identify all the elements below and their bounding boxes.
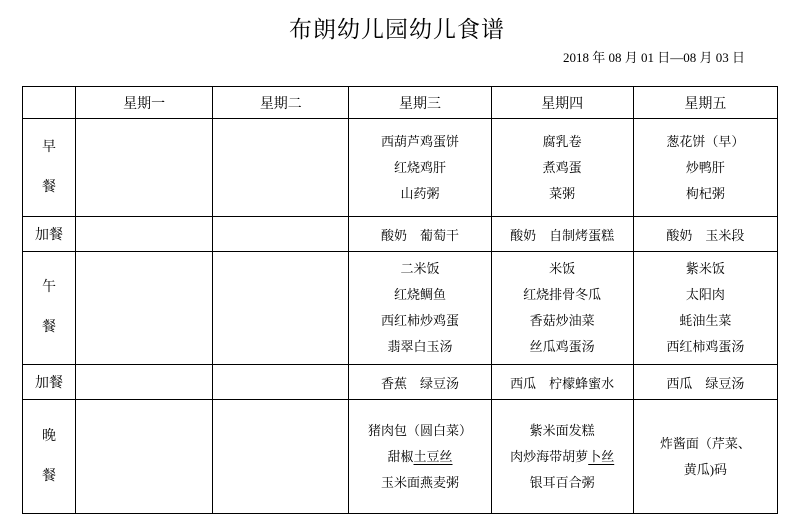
menu-item: 玉米面燕麦粥 [380, 474, 459, 490]
row-label-text: 晚餐 [42, 428, 57, 484]
lunch-row [23, 252, 778, 365]
menu-item-text: 肉炒海带胡萝 [510, 448, 589, 464]
cell-friday-breakfast [633, 119, 777, 217]
row-label-lunch [23, 252, 76, 365]
cell-tuesday-snack1 [213, 217, 349, 252]
menu-item: 山药粥 [400, 185, 440, 201]
cell-friday-dinner [633, 400, 777, 514]
cell-monday-breakfast [76, 119, 213, 217]
cell-thursday-dinner [491, 400, 633, 514]
menu-item: 炒鸭肝 [685, 159, 725, 175]
cell-thursday-snack1: 酸奶 自制烤蛋糕 [491, 217, 633, 252]
menu-table [22, 86, 778, 514]
cell-wednesday-snack2: 香蕉 绿豆汤 [349, 365, 491, 400]
cell-tuesday-breakfast [213, 119, 349, 217]
cell-monday-snack1 [76, 217, 213, 252]
cell-tuesday-lunch [213, 252, 349, 365]
cell-wednesday-snack1: 酸奶 葡萄干 [349, 217, 491, 252]
menu-item: 菜粥 [549, 185, 576, 201]
cell-thursday-lunch [491, 252, 633, 365]
page-title: 布朗幼儿园幼儿食谱 [289, 17, 505, 42]
row-label-text: 加餐 [35, 376, 64, 391]
menu-item: 猪肉包（圆白菜） [367, 422, 472, 438]
day-header-wednesday: 星期三 [349, 87, 491, 119]
dinner-row [23, 400, 778, 514]
menu-item: 西红柿鸡蛋汤 [666, 339, 745, 354]
menu-item: 枸杞粥 [685, 185, 725, 201]
menu-item: 西葫芦鸡蛋饼 [380, 133, 459, 149]
row-label-text: 午餐 [42, 280, 57, 335]
menu-item: 银耳百合粥 [529, 474, 595, 490]
menu-item: 葱花饼（早） [666, 133, 745, 149]
menu-item: 紫米饭 [685, 261, 725, 276]
cell-thursday-snack2: 西瓜 柠檬蜂蜜水 [491, 365, 633, 400]
menu-item: 腐乳卷 [542, 133, 582, 149]
afternoon-snack-row [23, 365, 778, 400]
cell-friday-lunch [633, 252, 777, 365]
menu-item: 丝瓜鸡蛋汤 [529, 339, 595, 354]
cell-wednesday-breakfast [349, 119, 491, 217]
row-label-dinner [23, 400, 76, 514]
cell-tuesday-dinner [213, 400, 349, 514]
cell-wednesday-dinner [349, 400, 491, 514]
menu-item [349, 444, 490, 470]
menu-item: 米饭 [549, 261, 576, 276]
menu-item: 蚝油生菜 [679, 313, 732, 328]
row-label-text: 早餐 [42, 139, 57, 195]
day-header-tuesday: 星期二 [213, 87, 349, 119]
breakfast-row [23, 119, 778, 217]
menu-item: 香菇炒油菜 [529, 313, 595, 328]
menu-item [492, 444, 633, 470]
day-header-thursday: 星期四 [491, 87, 633, 119]
corner-cell [23, 87, 76, 119]
menu-item: 太阳肉 [685, 287, 725, 302]
row-label-snack1 [23, 217, 76, 252]
menu-item: 翡翠白玉汤 [387, 339, 453, 354]
menu-item: 炸酱面（芹菜、 [659, 435, 751, 451]
day-header-friday: 星期五 [633, 87, 777, 119]
cell-monday-snack2 [76, 365, 213, 400]
cell-friday-snack1: 酸奶 玉米段 [633, 217, 777, 252]
menu-item-text: 甜椒 [387, 448, 414, 464]
cell-wednesday-lunch [349, 252, 491, 365]
cell-monday-dinner [76, 400, 213, 514]
menu-item-underlined-text: 卜丝 [588, 448, 615, 464]
menu-item: 西红柿炒鸡蛋 [380, 313, 459, 328]
menu-item: 红烧鸡肝 [393, 159, 446, 175]
row-label-snack2 [23, 365, 76, 400]
day-header-monday: 星期一 [76, 87, 213, 119]
morning-snack-row [23, 217, 778, 252]
cell-thursday-breakfast [491, 119, 633, 217]
menu-item: 煮鸡蛋 [542, 159, 582, 175]
header-row [23, 87, 778, 119]
cell-friday-snack2: 西瓜 绿豆汤 [633, 365, 777, 400]
cell-monday-lunch [76, 252, 213, 365]
menu-item: 红烧排骨冬瓜 [523, 287, 602, 302]
cell-tuesday-snack2 [213, 365, 349, 400]
date-range: 2018 年 08 月 01 日—08 月 03 日 [562, 50, 745, 65]
row-label-text: 加餐 [35, 228, 64, 243]
menu-item: 二米饭 [400, 261, 440, 276]
row-label-breakfast [23, 119, 76, 217]
menu-item: 红烧鲷鱼 [393, 287, 446, 302]
menu-item: 黄瓜)码 [683, 461, 728, 477]
document-page [0, 15, 794, 525]
menu-item-underlined-text: 土豆丝 [413, 448, 453, 464]
menu-item: 紫米面发糕 [529, 422, 595, 438]
